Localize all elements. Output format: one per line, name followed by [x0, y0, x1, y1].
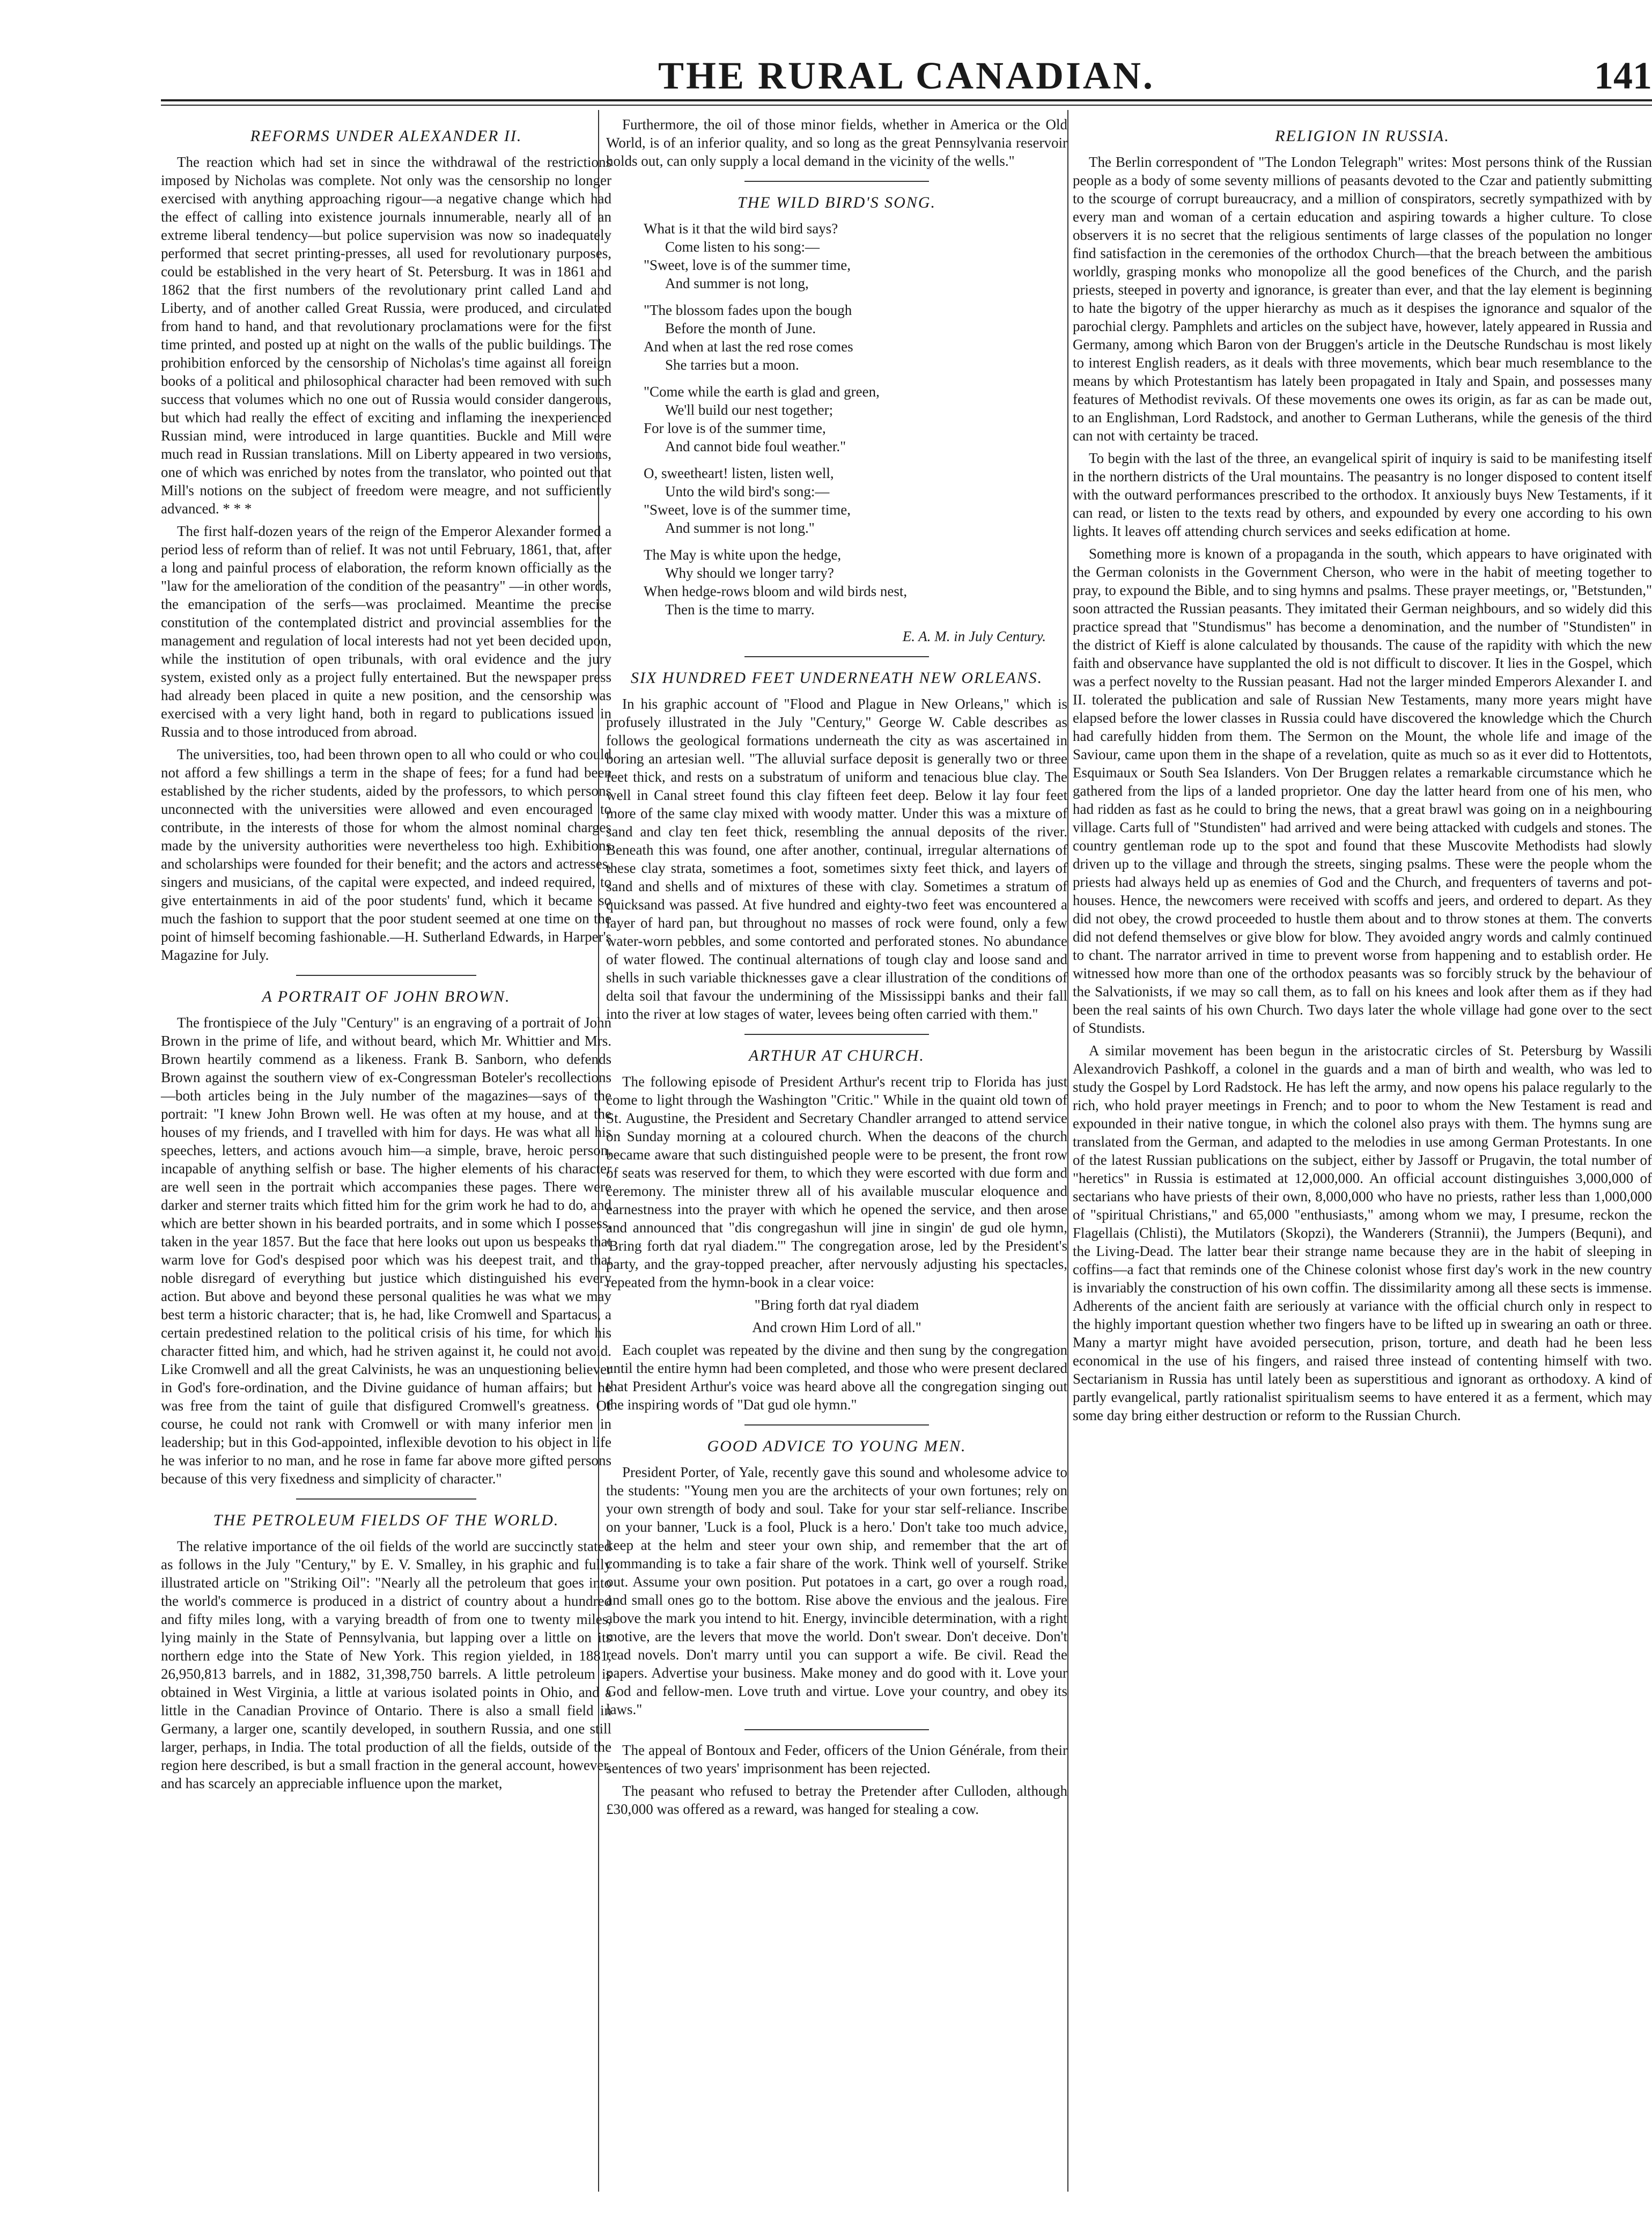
article-paragraph: Furthermore, the oil of those minor fields, whether in America or the Old World, is of an inferior quality, and so long as the great Pennsylvania reservoir holds out, can only supply a local demand in the vicinity of the wells."	[606, 116, 1067, 169]
column-3	[1073, 115, 1652, 2197]
poem-stanza	[644, 301, 1067, 374]
separator	[296, 975, 476, 976]
poem-stanza	[644, 219, 1067, 292]
poem-line: And summer is not long,	[665, 275, 809, 291]
poem	[644, 219, 1067, 619]
column-divider	[1067, 110, 1068, 2192]
poem-line: Unto the wild bird's song:—	[665, 483, 830, 499]
poem-line: "The blossom fades upon the bough	[644, 302, 852, 318]
poem-line: What is it that the wild bird says?	[644, 221, 838, 237]
masthead	[161, 43, 1652, 107]
poem-line: For love is of the summer time,	[644, 420, 826, 436]
news-item: The appeal of Bontoux and Feder, officers of the Union Générale, from their sentences of two years' imprisonment has been rejected.	[606, 1742, 1067, 1776]
article-paragraph: The first half-dozen years of the reign of the Emperor Alexander formed a period less of reform than of relief. It was not until February, 1861, that, after a long and painful process of elaboration, the reform known officially as the "law for the amelioration of the condition of the peasantry" —in other words, the emancipation of the serfs—was proclaimed. Meantime the precise constitution of the contemplated district and provincial assemblies for the management and regulation of local interests had not yet been decided upon, while the institution of open tribunals, with oral evidence and the jury system, existed only as a project fully entertained. But the newspaper press had already been placed in quite a new position, and the censorship was exercised with a very light hand, both in regard to publications issued in Russia and to those introduced from abroad.	[161, 523, 611, 740]
article-heading: RELIGION IN RUSSIA.	[1275, 127, 1450, 145]
poem-line: We'll build our nest together;	[665, 402, 834, 418]
article-heading: THE WILD BIRD'S SONG.	[737, 194, 936, 211]
separator	[744, 656, 929, 657]
article-paragraph: The reaction which had set in since the withdrawal of the restrictions imposed by Nicholas was complete. Not only was the censorship no longer exercised with anything approaching rigour—a negative change which had the effect of calling into existence journals innumerable, nearly all of an extreme liberal tendency—but police supervision was now so inadequately performed that secret printing-presses, all used for revolutionary purposes, could be established in the very heart of St. Petersburg. It was in 1861 and 1862 that the first numbers of the revolutionary print called Land and Liberty, and of another called Great Russia, were produced, and circulated from hand to hand, and that revolutionary proclamations were for the first time printed, and posted up at night on the walls of the public buildings. The prohibition enforced by the censorship of Nicholas's time against all foreign books of a political and philosophical character had been removed with such success that volumes which no one out of Russia would consider dangerous, but which had really the effect of exciting and inflaming the inexperienced Russian mind, were introduced in large quantities. Buckle and Mill were much read in Russian translations. Mill on Liberty appeared in two versions, one of which was enriched by notes from the translator, who pointed out that Mill's notions on the subject of freedom were meagre, and not sufficiently advanced. * * *	[161, 154, 611, 517]
poem-line: And summer is not long."	[665, 520, 815, 536]
poem-line: "Come while the earth is glad and green,	[644, 384, 880, 400]
article-paragraph: In his graphic account of "Flood and Plague in New Orleans," which is profusely illustrated in the July "Century," George W. Cable describes as follows the geological formations underneath the city as was ascertained in boring an artesian well. "The alluvial surface deposit is generally two or three feet thick, and rests on a substratum of uniform and tenacious blue clay. The well in Canal street found this clay fifteen feet deep. Below it lay four feet more of the same clay mixed with woody matter. Under this was a mixture of sand and clay ten feet thick, resembling the annual deposits of the river. Beneath this was found, one after another, continual, irregular alternations of these clay strata, sometimes a foot, sometimes sixty feet thick, and layers of sand and shells and of mixtures of these with clay. Sometimes a stratum of quicksand was passed. At five hundred and eighty-two feet was encountered a layer of hard pan, but throughout no masses of rock were found, only a few water-worn pebbles, and some contorted and perforated stones. No abundance of water flowed. The continual alternations of tough clay and loose sand and shells in such variable thicknesses gave a clear illustration of the conditions of delta soil that favour the undermining of the Mississippi banks and their fall into the river at low stages of water, levees being often carried with them."	[606, 696, 1067, 1022]
article-paragraph: The relative importance of the oil fields of the world are succinctly stated as follows in the July "Century," by E. V. Smalley, in his graphic and fully illustrated article on "Striking Oil": "Nearly all the petroleum that goes into the world's commerce is produced in a district of country about a hundred and fifty miles long, with a varying breadth of from one to twenty miles, lying mainly in the State of Pennsylvania, but lapping over a little on its northern edge into the State of New York. This region yielded, in 1881, 26,950,813 barrels, and in 1882, 31,398,750 barrels. A little petroleum is obtained in West Virginia, a little at various isolated points in Ohio, and a little in the Canadian Province of Ontario. There is also a small field in Germany, a larger one, scantily developed, in southern Russia, and one still larger, perhaps, in India. The total production of all the fields, outside of the region here described, is but a small fraction in the general account, however, and has scarcely an appreciable influence upon the market,	[161, 1538, 611, 1791]
column-1	[161, 115, 611, 2197]
article-heading: A PORTRAIT OF JOHN BROWN.	[262, 988, 511, 1005]
separator	[744, 1034, 929, 1035]
article-paragraph: The following episode of President Arthur's recent trip to Florida has just come to light through the Washington "Critic." While in the quaint old town of St. Augustine, the President and Secretary Chandler arranged to attend service on Sunday morning at a coloured church. When the deacons of the church became aware that such distinguished people were to be present, the front row of seats was reserved for them, to which they were escorted with due form and ceremony. The minister threw all of his available muscular eloquence and earnestness into the prayer with which he opened the service, and then arose and announced that "dis congregashun will jine in singin' de gud ole hymn, 'Bring forth dat ryal diadem.'" The congregation arose, led by the President's party, and the gray-topped preacher, after nervously adjusting his spectacles, repeated from the hymn-book in a clear voice:	[606, 1074, 1067, 1290]
poem-stanza	[644, 546, 1067, 619]
separator	[744, 1729, 929, 1730]
poem-signature: E. A. M. in July Century.	[902, 628, 1046, 644]
article-heading: THE PETROLEUM FIELDS OF THE WORLD.	[213, 1511, 559, 1529]
article-paragraph: Each couplet was repeated by the divine and then sung by the congregation until the entire hymn had been completed, and those who were present declared that President Arthur's voice was heard above all the congregation singing out the inspiring words of "Dat gud ole hymn."	[606, 1342, 1067, 1413]
poem-line: "Sweet, love is of the summer time,	[644, 502, 851, 518]
separator	[744, 181, 929, 182]
separator	[744, 1424, 929, 1426]
column-2	[606, 115, 1067, 2197]
poem-stanza	[644, 383, 1067, 455]
article-paragraph: A similar movement has been begun in the aristocratic circles of St. Petersburg by Wassili Alexandrovich Pashkoff, a colonel in the guards and a man of birth and wealth, who was led to study the Gospel by Lord Radstock. He has left the army, and now opens his palace regularly to the rich, who hold prayer meetings in French; and to poor to whom the New Testament is read and expounded in their native tongue, in which the colonel also prays with them. The hymns sung are translated from the German, and adapted to the melodies in use among German Protestants. In one of the latest Russian publications on the subject, either by Jassoff or Prugavin, the total number of "heretics" in Russia is estimated at 12,000,000. An official account distinguishes 3,000,000 of sectarians who have priests of their own, 8,000,000 who have no priests, rather less than 1,000,000 of "spiritual Christians," and 65,000 "enthusiasts," among whom we may, I presume, reckon the Flagellais (Chlisti), the Mutilators (Skopzi), the Wanderers (Strannii), the Jumpers (Bequni), and the Living-Dead. The latter bear their strange name because they are in the habit of sleeping in coffins—a fact that reminds one of the Chinese colonist whose first day's work in the new country is invariably the construction of his own coffin. The dissimilarity among all these sects is immense. Adherents of the ancient faith are seriously at variance with the official church only in respect to the highly important question whether two fingers have to be lifted up in swearing an oath or three. Many a martyr might have avoided persecution, prison, torture, and death had he been less economical in the use of his fingers, and raised three instead of contenting himself with two. Sectarianism in Russia has until lately been as superstitious and ignorant as orthodoxy. A kind of partly evangelical, partly rationalist spiritualism seems to have entered it as a ferment, which may some day bring either destruction or reform to the Russian Church.	[1073, 1042, 1652, 1423]
poem-line: Before the month of June.	[665, 320, 816, 336]
article-paragraph: The universities, too, had been thrown open to all who could or who could not afford a few shillings a term in the shape of fees; for a fund had been established by the richer students, aided by the professors, to which persons unconnected with the universities were allowed and even encouraged to contribute, in the interests of those for whom the almost nominal charges made by the university authorities were nevertheless too high. Exhibitions and scholarships were founded for their benefit; and the actors and actresses, singers and musicians, of the capital were expected, and indeed required, to give entertainments in aid of the poor students' fund, which it became so much the fashion to support that the poor student seemed at one time on the point of himself becoming fashionable.—H. Sutherland Edwards, in Harper's Magazine for July.	[161, 746, 611, 963]
article-heading: SIX HUNDRED FEET UNDERNEATH NEW ORLEANS.	[630, 669, 1043, 687]
article-heading: GOOD ADVICE TO YOUNG MEN.	[707, 1437, 967, 1455]
article-paragraph: The Berlin correspondent of "The London Telegraph" writes: Most persons think of the Russian people as a body of some seventy millions of peasants devoted to the Czar and patiently submitting to the scourge of corrupt bureaucracy, and a million of conspirators, secretly sympathized with by every man and woman of a certain education and aspiring towards a higher culture. To close observers it is no secret that the religious sentiments of large classes of the population no longer find satisfaction in the ceremonies of the orthodox Church—that the breach between the ambitious worldly, grasping monks who monopolize all the good benefices of the Church, and the parish priests, steeped in poverty and ignorance, is greater than ever, and that the lay element is beginning to hate the bigotry of the upper hierarchy as much as it despises the ignorance and squalor of the parochial clergy. Pamphlets and articles on the subject have, however, lately appeared in Russia and Germany, among which Baron von der Bruggen's article in the Deutsche Rundschau is most likely to interest English readers, as it deals with three movements, which bear much resemblance to the means by which Protestantism has lately been propagated in Italy and Spain, and possesses many features of Methodist revivals. Of these movements one owes its origin, as far as can be made out, to an Englishman, Lord Radstock, and another to German Lutherans, while the genesis of the third can not with certainty be traced.	[1073, 154, 1652, 444]
article-paragraph: President Porter, of Yale, recently gave this sound and wholesome advice to the students: "Young men you are the architects of your own fortunes; rely on your own strength of body and soul. Take for your star self-reliance. Inscribe on your banner, 'Luck is a fool, Pluck is a hero.' Don't take too much advice, keep at the helm and steer your own ship, and remember that the art of commanding is to take a fair share of the work. Think well of yourself. Strike out. Assume your own position. Put potatoes in a cart, go over a rough road, and small ones go to the bottom. Rise above the envious and the jealous. Fire above the mark you intend to hit. Energy, invincible determination, with a right motive, are the levers that move the world. Don't swear. Don't deceive. Don't read novels. Don't marry until you can support a wife. Be civil. Read the papers. Advertise your business. Make money and do good with it. Love your God and fellow-men. Love truth and virtue. Love your country, and obey its laws."	[606, 1464, 1067, 1717]
poem-line: "Sweet, love is of the summer time,	[644, 257, 851, 273]
poem-line: When hedge-rows bloom and wild birds nest,	[644, 583, 908, 599]
poem-line: And cannot bide foul weather."	[665, 438, 846, 454]
article-paragraph: Something more is known of a propaganda in the south, which appears to have originated with the German colonists in the Government Cherson, who were in the habit of meeting together to pray, to expound the Bible, and to sing hymns and psalms. These prayer meetings, or, "Betstunden," soon attracted the Russian peasants. They imitated their German neighbours, and so widely did this practice spread that "Stundismus" has become a denomination, and the number of "Stundisten" in the district of Kieff is alone calculated by thousands. The cause of the rapidity with which the new faith and observance have supplanted the old is not difficult to discover. It lies in the Gospel, which was a perfect novelty to the Russian peasant. Had not the larger minded Emperors Alexander I. and II. tolerated the publication and sale of Russian New Testaments, many more years might have elapsed before the lower classes in Russia could have discovered the knowledge which the Church had carefully hidden from them. The Sermon on the Mount, the whole life and image of the Saviour, came upon them in the shape of a revelation, quite as much so as it ever did to Hottentots, Esquimaux or South Sea Islanders. Von Der Bruggen relates a remarkable circumstance which he gathered from the lips of a landed proprietor. One day the latter heard from one of his men, who had ridden as fast as he could to bring the news, that a great brawl was going on in a neighbouring village. Carts full of "Stundisten" had arrived and were being attacked with cudgels and stones. The country gentleman rode up to the spot and found that these Muscovite Methodists had slowly driven up to the village and through the streets, singing psalms. These were the people whom the priests had always held up as enemies of God and the Church, and frequenters of taverns and pot-houses. Hence, the newcomers were received with scoffs and jeers, and ordered to depart. As they did not obey, the crowd proceeded to hustle them about and to throw stones at them. The converts did not defend themselves or give blow for blow. They avoided angry words and calmly continued to chant. The narrator arrived in time to prevent worse from happening and to establish order. He witnessed how more than one of the orthodox peasants was so forcibly struck by the behaviour of the Salvationists, if we may so call them, as to fall on his knees and look after them as if they had been the real saints of his own Church. Two days later the whole village had gone over to the sect of Stundists.	[1073, 546, 1652, 1036]
masthead-rule-thin	[161, 105, 1652, 106]
hymn-quote-line: "Bring forth dat ryal diadem	[754, 1297, 919, 1313]
article-heading: ARTHUR AT CHURCH.	[749, 1047, 925, 1064]
poem-line: The May is white upon the hedge,	[644, 547, 842, 563]
separator	[296, 1498, 476, 1500]
poem-line: She tarries but a moon.	[665, 357, 799, 373]
article-heading: REFORMS UNDER ALEXANDER II.	[250, 127, 522, 145]
masthead-title: THE RURAL CANADIAN.	[658, 54, 1155, 97]
poem-line: Why should we longer tarry?	[665, 565, 834, 581]
poem-line: And when at last the red rose comes	[644, 339, 853, 355]
news-item: The peasant who refused to betray the Pretender after Culloden, although £30,000 was offered as a reward, was hanged for stealing a cow.	[606, 1783, 1067, 1817]
masthead-rule	[161, 99, 1652, 101]
page-number: 141	[1594, 54, 1652, 97]
poem-stanza	[644, 464, 1067, 537]
poem-line: Come listen to his song:—	[665, 239, 820, 255]
hymn-quote-line: And crown Him Lord of all."	[752, 1319, 921, 1335]
article-paragraph: The frontispiece of the July "Century" is an engraving of a portrait of John Brown in the prime of life, and without beard, which Mr. Whittier and Mrs. Brown heartily commend as a likeness. Frank B. Sanborn, who defends Brown against the southern view of ex-Congressman Boteler's recollections—both articles being in the July number of the magazines—says of the portrait: "I knew John Brown well. He was often at my house, and at the houses of my friends, and I travelled with him for days. He was what all his speeches, letters, and actions avouch him—a simple, brave, heroic person, incapable of anything selfish or base. The higher elements of his character are well seen in the portrait which accompanies these pages. There were darker and sterner traits which fitted him for the grim work he had to do, and which are better shown in his bearded portraits, and in some which I possess, taken in the year 1857. But the face that here looks out upon us bespeaks that warm love for God's despised poor which was his deepest trait, and that noble disregard of everything but justice which distinguished his every action. But above and beyond these personal qualities he was what we may best term a historic character; that is, he had, like Cromwell and Spartacus, a certain predestined relation to the political crisis of his time, for which his character fitted him, and which, had he striven against it, he could not avoid. Like Cromwell and all the great Calvinists, he was an unquestioning believer in God's fore-ordination, and the Divine guidance of human affairs; but he was free from the taint of guile that disfigured Cromwell's greatness. Of course, he could not rank with Cromwell or with many inferior men in leadership; but in this God-appointed, inflexible devotion to his object in life he was inferior to no man, and he rose in fame far above more gifted persons because of this very fixedness and simplicity of character."	[161, 1015, 611, 1487]
poem-line: O, sweetheart! listen, listen well,	[644, 465, 834, 481]
article-paragraph: To begin with the last of the three, an evangelical spirit of inquiry is said to be manifesting itself in the northern districts of the Ural mountains. The peasantry is no longer disposed to content itself with the outward performances prescribed to the orthodox. It anxiously buys New Testaments, if it can read, or listen to the texts read by others, and expounded by every one according to his own lights. It leaves off attending church services and seeks edification at home.	[1073, 450, 1652, 539]
poem-line: Then is the time to marry.	[665, 601, 815, 618]
